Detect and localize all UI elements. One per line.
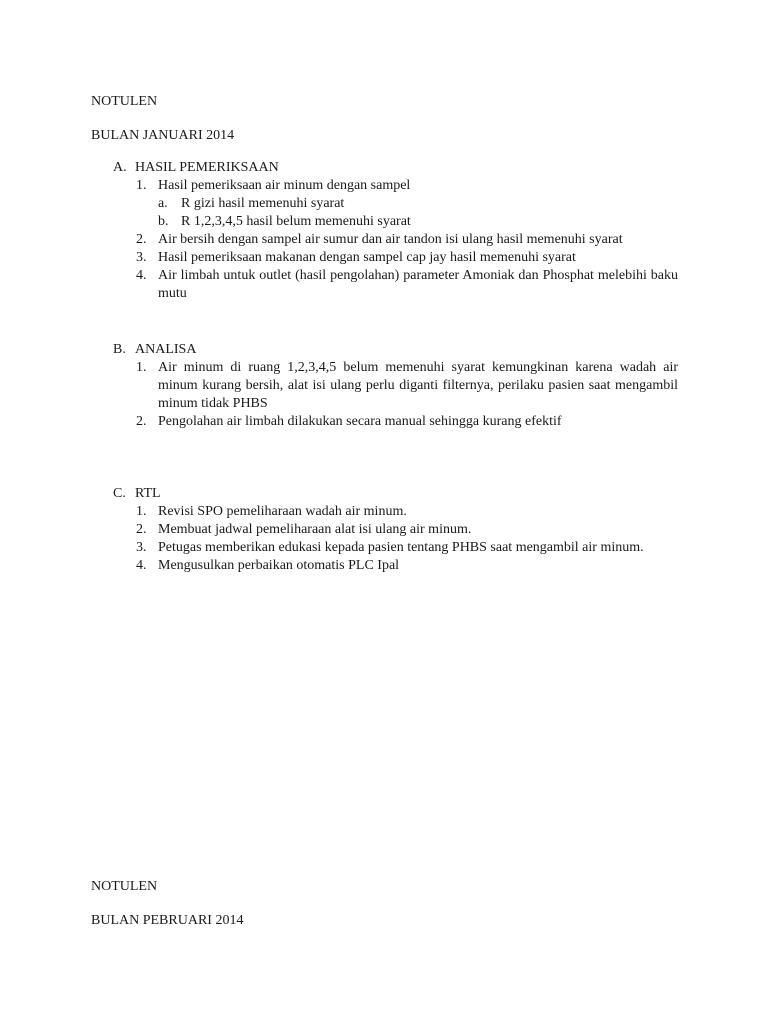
list-item <box>113 359 678 413</box>
month-heading: BULAN JANUARI 2014 <box>91 128 235 143</box>
month-heading-2: BULAN PEBRUARI 2014 <box>91 913 244 928</box>
section-rtl <box>113 485 678 575</box>
list-item <box>113 521 678 539</box>
list-item <box>113 413 678 431</box>
sub-item-letter: b. <box>158 214 169 229</box>
item-text: Membuat jadwal pemeliharaan alat isi ulang air minum. <box>158 522 472 537</box>
section-letter: A. <box>113 160 127 175</box>
item-text: Pengolahan air limbah dilakukan secara manual sehingga kurang efektif <box>158 414 562 429</box>
list-item <box>113 503 678 521</box>
section-title <box>113 159 678 177</box>
item-number: 2. <box>136 522 147 537</box>
list-item <box>113 249 678 267</box>
item-text: Petugas memberikan edukasi kepada pasien tentang PHBS saat mengambil air minum. <box>158 540 644 555</box>
item-number: 3. <box>136 250 147 265</box>
item-number: 1. <box>136 360 147 375</box>
document-title: NOTULEN <box>91 94 158 109</box>
item-number: 1. <box>136 178 147 193</box>
item-number: 1. <box>136 504 147 519</box>
section-title-text: HASIL PEMERIKSAAN <box>135 160 279 175</box>
item-text: Mengusulkan perbaikan otomatis PLC Ipal <box>158 558 400 573</box>
section-letter: B. <box>113 342 126 357</box>
section-analisa <box>113 341 678 431</box>
sublist-item <box>158 195 678 213</box>
item-text: Hasil pemeriksaan air minum dengan sampel <box>158 178 411 193</box>
numbered-list <box>113 177 678 303</box>
list-item <box>113 267 678 303</box>
item-text: Hasil pemeriksaan makanan dengan sampel cap jay hasil memenuhi syarat <box>158 250 576 265</box>
sublist-item <box>158 213 678 231</box>
list-item <box>113 177 678 231</box>
section-title-text: RTL <box>135 486 161 501</box>
item-number: 3. <box>136 540 147 555</box>
item-text: Air minum di ruang 1,2,3,4,5 belum memenuhi syarat kemungkinan karena wadah air minum kurang bersih, alat isi ulang perlu diganti filternya, perilaku pasien saat mengambil minum tidak PHBS <box>158 360 678 411</box>
list-item <box>113 231 678 249</box>
section-title <box>113 341 678 359</box>
item-text: Air limbah untuk outlet (hasil pengolahan) parameter Amoniak dan Phosphat melebihi baku mutu <box>158 268 678 301</box>
numbered-list <box>113 359 678 431</box>
item-number: 2. <box>136 414 147 429</box>
document-title-2: NOTULEN <box>91 879 158 894</box>
item-number: 4. <box>136 558 147 573</box>
item-number: 2. <box>136 232 147 247</box>
item-text: Revisi SPO pemeliharaan wadah air minum. <box>158 504 407 519</box>
sub-item-text: R 1,2,3,4,5 hasil belum memenuhi syarat <box>181 214 411 229</box>
sub-item-text: R gizi hasil memenuhi syarat <box>181 196 345 211</box>
sub-item-letter: a. <box>158 196 168 211</box>
item-number: 4. <box>136 268 147 283</box>
numbered-list <box>113 503 678 575</box>
section-title-text: ANALISA <box>135 342 197 357</box>
item-text: Air bersih dengan sampel air sumur dan air tandon isi ulang hasil memenuhi syarat <box>158 232 623 247</box>
section-letter: C. <box>113 486 126 501</box>
list-item <box>113 557 678 575</box>
section-title <box>113 485 678 503</box>
lettered-sublist <box>158 195 678 231</box>
list-item <box>113 539 678 557</box>
section-hasil-pemeriksaan <box>113 159 678 303</box>
